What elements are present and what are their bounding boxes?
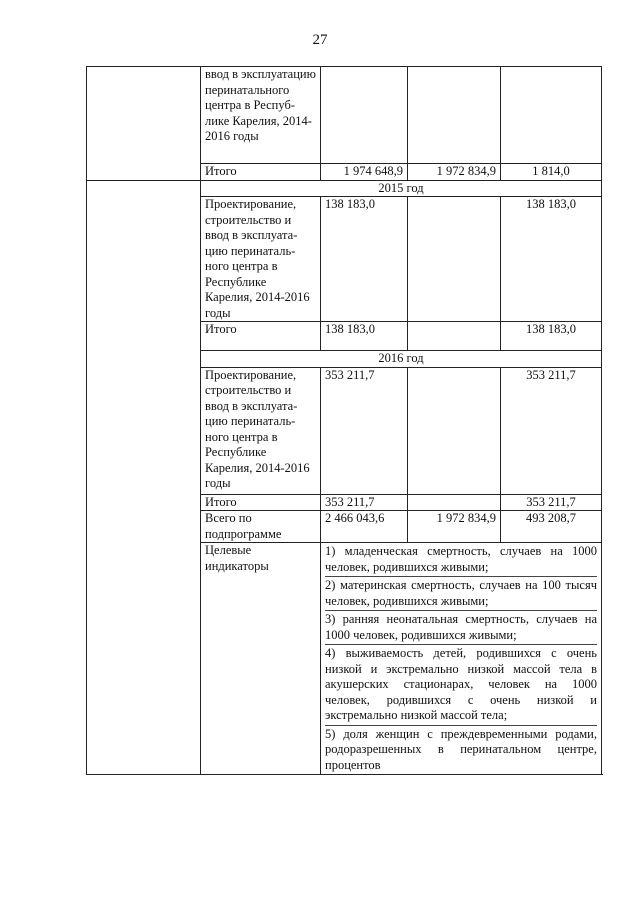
grand-total-label: Всего по подпрограмме bbox=[201, 511, 321, 543]
value-cell bbox=[408, 494, 501, 511]
value-cell bbox=[408, 367, 501, 494]
value-cell: 138 183,0 bbox=[321, 197, 408, 322]
value-cell: 138 183,0 bbox=[321, 322, 408, 351]
value-cell: 353 211,7 bbox=[321, 367, 408, 494]
indicator-item: 2) материнская смертность, случаев на 100 тысяч человек, родившихся живыми; bbox=[325, 577, 597, 611]
indicator-item: 1) младенческая смертность, случаев на 1000 человек, родившихся живыми; bbox=[325, 543, 597, 577]
value-cell bbox=[321, 67, 408, 164]
value-cell: 353 211,7 bbox=[321, 494, 408, 511]
description-cell: Проектирование, строительство и ввод в эксплуата-цию перинаталь-ного центра в Республике Карелия, 2014-2016 годы bbox=[201, 197, 321, 322]
program-table bbox=[86, 66, 602, 775]
value-cell: 353 211,7 bbox=[501, 367, 602, 494]
table-row bbox=[87, 67, 602, 164]
year-header: 2015 год bbox=[201, 180, 602, 197]
indicator-item: 3) ранняя неонатальная смертность, случаев на 1000 человек, родившихся живыми; bbox=[325, 611, 597, 645]
indicator-item: 5) доля женщин с преждевременными родами, родоразрешенных в перинатальном центре, процентов bbox=[325, 726, 597, 772]
value-cell: 1 974 648,9 bbox=[321, 164, 408, 181]
value-cell bbox=[408, 322, 501, 351]
value-cell bbox=[408, 67, 501, 164]
indicators-cell bbox=[321, 543, 602, 775]
total-label: Итого bbox=[201, 322, 321, 351]
description-cell: ввод в эксплуатацию перинатального центра в Респуб-лике Карелия, 2014-2016 годы bbox=[201, 67, 321, 164]
value-cell: 493 208,7 bbox=[501, 511, 602, 543]
value-cell: 353 211,7 bbox=[501, 494, 602, 511]
empty-cell bbox=[87, 67, 201, 181]
description-cell: Проектирование, строительство и ввод в эксплуата-цию перинаталь-ного центра в Республике Карелия, 2014-2016 годы bbox=[201, 367, 321, 494]
year-header-row bbox=[87, 180, 602, 197]
indicator-item: 4) выживаемость детей, родившихся с очень низкой и экстремально низкой массой тела в акушерских стационарах, человек на 1000 человек, родившихся с очень низкой и экстремально низкой массой тела; bbox=[325, 645, 597, 726]
total-label: Итого bbox=[201, 164, 321, 181]
page-number: 27 bbox=[312, 32, 328, 48]
value-cell bbox=[501, 67, 602, 164]
value-cell: 2 466 043,6 bbox=[321, 511, 408, 543]
total-label: Итого bbox=[201, 494, 321, 511]
value-cell: 1 972 834,9 bbox=[408, 511, 501, 543]
indicators-label: Целевые индикаторы bbox=[201, 543, 321, 775]
empty-cell bbox=[87, 180, 201, 775]
value-cell bbox=[408, 197, 501, 322]
value-cell: 1 814,0 bbox=[501, 164, 602, 181]
value-cell: 138 183,0 bbox=[501, 322, 602, 351]
value-cell: 138 183,0 bbox=[501, 197, 602, 322]
year-header: 2016 год bbox=[201, 351, 602, 368]
value-cell: 1 972 834,9 bbox=[408, 164, 501, 181]
